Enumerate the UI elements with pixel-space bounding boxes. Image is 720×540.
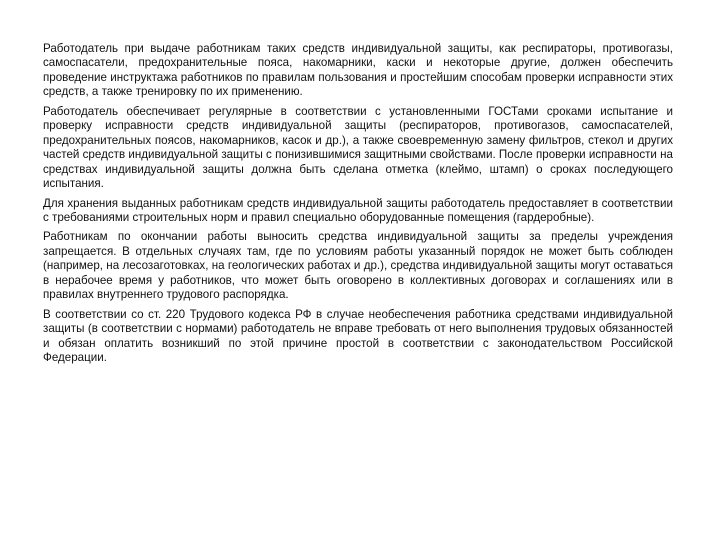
paragraph-ppe-removal: Работникам по окончании работы выносить средства индивидуальной защиты за пределы учреждения запрещается. В отдельных случаях там, где по условиям работы указанный порядок не может быть соблюден (например, на лесозаготовках, на геологических работах и др.), средства индивидуальной защиты могут оставаться в нерабочее время у работников, что может быть оговорено в коллективных договорах и соглашениях или в правилах внутреннего трудового распорядка.	[43, 230, 673, 302]
paragraph-labor-code: В соответствии со ст. 220 Трудового кодекса РФ в случае необеспечения работника средствами индивидуальной защиты (в соответствии с нормами) работодатель не вправе требовать от него выполнения трудовых обязанностей и обязан оплатить возникший по этой причине простой в соответствии с законодательством Российской Федерации.	[43, 307, 673, 365]
paragraph-ppe-storage: Для хранения выданных работникам средств индивидуальной защиты работодатель предоставляет в соответствии с требованиями строительных норм и правил специально оборудованные помещения (гардеробные).	[43, 196, 673, 224]
paragraph-ppe-testing: Работодатель обеспечивает регулярные в соответствии с установленными ГОСТами сроками испытание и проверку исправности средств индивидуальной защиты (респираторов, противогазов, самоспасателей, предохранительных поясов, накомарников, касок и др.), а также своевременную замену фильтров, стекол и других частей средств индивидуальной защиты с понизившимися защитными свойствами. После проверки исправности на средствах индивидуальной защиты должна быть сделана отметка (клеймо, штамп) о сроках последующего испытания.	[43, 104, 673, 191]
paragraph-ppe-instruction: Работодатель при выдаче работникам таких средств индивидуальной защиты, как респираторы, противогазы, самоспасатели, предохранительные пояса, накомарники, каски и некоторые другие, должен обеспечить проведение инструктажа работников по правилам пользования и простейшим способам проверки исправности этих средств, а также тренировку по их применению.	[43, 42, 673, 99]
document-text-body	[43, 42, 673, 371]
